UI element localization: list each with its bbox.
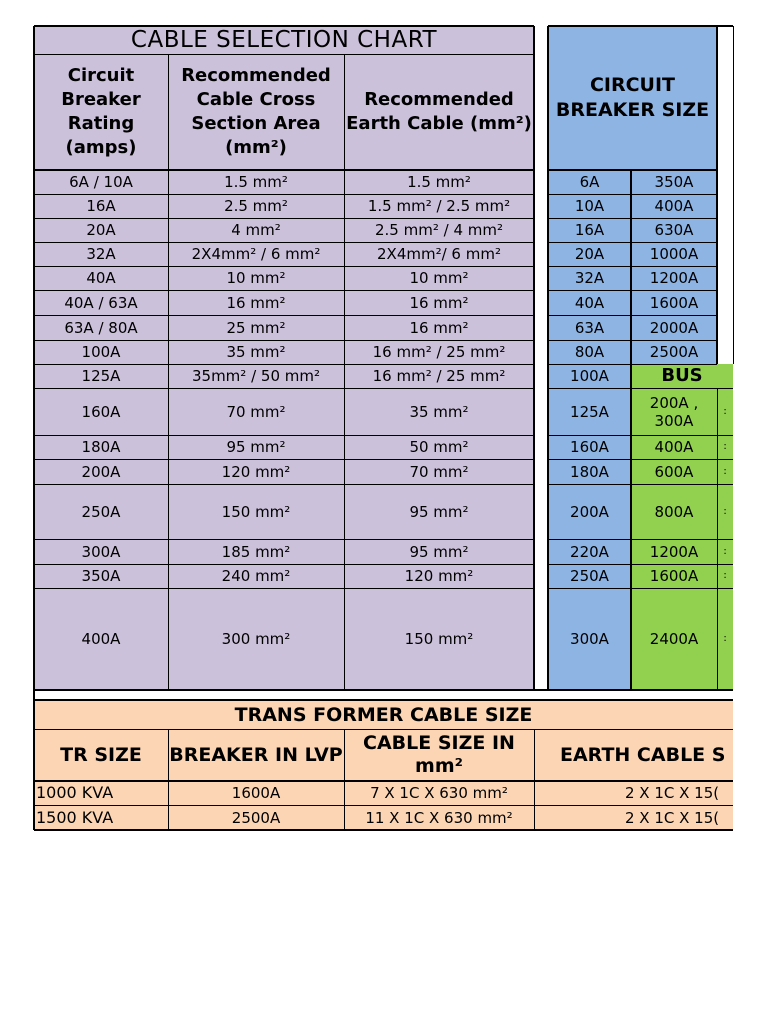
tr-breaker-cell: 1600A bbox=[231, 784, 281, 802]
breaker-size-cell: 1600A bbox=[649, 293, 699, 312]
grid-line bbox=[534, 729, 535, 830]
table-cell: 150 mm² bbox=[404, 630, 474, 648]
grid-line bbox=[34, 364, 534, 365]
table-cell: 35 mm² bbox=[226, 343, 286, 361]
grid-line bbox=[548, 459, 733, 460]
table-border bbox=[34, 25, 534, 27]
bus-cell: 2400A bbox=[649, 630, 699, 648]
header-earth-cable: Recommended Earth Cable (mm²) bbox=[346, 89, 532, 134]
table-cell: 16 mm² bbox=[409, 318, 469, 337]
breaker-size-cell: 32A bbox=[574, 269, 605, 287]
tr-cable-cell: 11 X 1C X 630 mm² bbox=[365, 808, 513, 827]
table-cell: 35 mm² bbox=[409, 402, 469, 421]
breaker-size-cell: 1000A bbox=[649, 245, 699, 263]
bus-extra-cell: : bbox=[723, 405, 727, 417]
table-cell: 200A bbox=[81, 462, 121, 481]
tr-cable-cell: 7 X 1C X 630 mm² bbox=[370, 784, 508, 802]
header-circuit-breaker-size: CIRCUIT BREAKER SIZE bbox=[555, 74, 710, 121]
header-cable-cross-section: Recommended Cable Cross Section Area (mm²) bbox=[181, 65, 331, 158]
table-cell: 160A bbox=[81, 402, 121, 421]
table-cell: 95 mm² bbox=[409, 502, 469, 521]
breaker-size-cell: 300A bbox=[570, 630, 609, 648]
bus-cell: 1200A bbox=[649, 542, 699, 561]
grid-line bbox=[34, 169, 534, 171]
table-border bbox=[716, 26, 718, 364]
table-cell: 180A bbox=[81, 438, 121, 456]
table-cell: 20A bbox=[86, 221, 116, 239]
table-border bbox=[533, 26, 535, 690]
table-cell: 1.5 mm² bbox=[224, 173, 288, 191]
breaker-size-cell: 160A bbox=[570, 438, 609, 456]
grid-line bbox=[630, 170, 632, 690]
table-cell: 16 mm² bbox=[226, 293, 286, 312]
table-cell: 95 mm² bbox=[409, 542, 469, 561]
bus-header: BUS bbox=[661, 365, 703, 386]
grid-line bbox=[548, 340, 717, 341]
grid-line bbox=[548, 315, 717, 316]
table-cell: 40A / 63A bbox=[64, 293, 138, 312]
grid-line bbox=[34, 54, 534, 55]
breaker-size-cell: 350A bbox=[654, 173, 694, 191]
breaker-size-cell: 16A bbox=[574, 221, 605, 239]
grid-line bbox=[344, 54, 345, 690]
grid-line bbox=[34, 435, 534, 436]
breaker-size-cell: 220A bbox=[570, 542, 609, 561]
table-border bbox=[548, 25, 733, 27]
table-cell: 2.5 mm² bbox=[224, 197, 288, 215]
breaker-size-cell: 630A bbox=[654, 221, 694, 239]
bus-cell: 400A bbox=[654, 438, 694, 456]
breaker-size-cell: 125A bbox=[570, 402, 609, 421]
grid-line bbox=[548, 169, 717, 171]
breaker-size-cell: 200A bbox=[570, 502, 609, 521]
grid-line bbox=[34, 340, 534, 341]
bus-cell: 600A bbox=[654, 462, 694, 481]
grid-line bbox=[548, 194, 717, 195]
table-cell: 70 mm² bbox=[226, 402, 286, 421]
breaker-size-cell: 20A bbox=[574, 245, 605, 263]
grid-line bbox=[34, 539, 534, 540]
tr-size-cell: 1500 KVA bbox=[36, 807, 114, 827]
bus-extra-cell: : bbox=[723, 633, 727, 644]
grid-line bbox=[717, 388, 718, 690]
breaker-size-cell: 180A bbox=[570, 462, 609, 481]
tr-earth-cell: 2 X 1C X 15( bbox=[625, 808, 720, 827]
bus-extra-cell: : bbox=[723, 570, 727, 581]
grid-line bbox=[168, 54, 169, 690]
table-border bbox=[33, 690, 35, 830]
grid-line bbox=[34, 729, 733, 730]
table-cell: 150 mm² bbox=[221, 502, 291, 521]
breaker-size-cell: 63A bbox=[574, 318, 605, 337]
table-cell: 350A bbox=[81, 567, 121, 585]
table-cell: 400A bbox=[81, 630, 121, 648]
table-border bbox=[33, 26, 35, 690]
breaker-size-cell: 80A bbox=[574, 343, 605, 361]
table-cell: 185 mm² bbox=[221, 542, 291, 561]
grid-line bbox=[548, 266, 717, 267]
header-earth-cable-size: EARTH CABLE S bbox=[560, 744, 726, 766]
table-cell: 6A / 10A bbox=[69, 173, 133, 191]
breaker-size-cell: 100A bbox=[570, 367, 609, 385]
chart-title: CABLE SELECTION CHART bbox=[130, 27, 438, 53]
table-border bbox=[547, 26, 549, 690]
header-breaker-rating: Circuit Breaker Rating (amps) bbox=[61, 65, 141, 158]
table-cell: 4 mm² bbox=[231, 221, 281, 239]
bus-extra-cell: : bbox=[723, 465, 727, 477]
transformer-title: TRANS FORMER CABLE SIZE bbox=[234, 703, 533, 726]
header-tr-size: TR SIZE bbox=[60, 744, 142, 766]
table-cell: 70 mm² bbox=[409, 462, 469, 481]
table-cell: 35mm² / 50 mm² bbox=[191, 367, 320, 385]
table-cell: 100A bbox=[81, 343, 121, 361]
table-cell: 120 mm² bbox=[404, 567, 474, 585]
grid-line bbox=[548, 242, 717, 243]
bus-extra-cell: : bbox=[723, 441, 727, 452]
grid-line bbox=[34, 805, 733, 806]
breaker-size-cell: 1200A bbox=[649, 269, 699, 287]
table-cell: 2X4mm²/ 6 mm² bbox=[377, 245, 501, 263]
grid-line bbox=[548, 364, 717, 365]
table-cell: 120 mm² bbox=[221, 462, 291, 481]
bus-cell: 200A , 300A bbox=[649, 393, 699, 430]
grid-line bbox=[344, 729, 345, 830]
grid-line bbox=[34, 290, 534, 291]
bus-cell: 1600A bbox=[649, 567, 699, 585]
table-cell: 10 mm² bbox=[409, 269, 469, 287]
header-breaker-lvp: BREAKER IN LVP bbox=[169, 743, 343, 766]
breaker-size-cell: 40A bbox=[574, 293, 605, 312]
table-cell: 125A bbox=[81, 367, 121, 385]
table-cell: 240 mm² bbox=[221, 567, 291, 585]
grid-line bbox=[548, 539, 733, 540]
grid-line bbox=[548, 388, 733, 389]
grid-line bbox=[34, 780, 733, 782]
grid-line bbox=[34, 459, 534, 460]
grid-line bbox=[548, 435, 733, 436]
table-cell: 1.5 mm² bbox=[407, 173, 471, 191]
breaker-size-cell: 2500A bbox=[649, 343, 699, 361]
bus-cell: 800A bbox=[654, 502, 694, 521]
table-cell: 16A bbox=[86, 197, 116, 215]
breaker-size-cell: 10A bbox=[574, 197, 605, 215]
table-border bbox=[733, 26, 734, 364]
tr-breaker-cell: 2500A bbox=[231, 808, 281, 827]
grid-line bbox=[34, 218, 534, 219]
table-border bbox=[34, 829, 733, 831]
grid-line bbox=[34, 564, 534, 565]
breaker-size-cell: 250A bbox=[570, 567, 609, 585]
grid-line bbox=[34, 588, 534, 589]
bus-extra-cell: : bbox=[723, 505, 727, 517]
table-cell: 10 mm² bbox=[226, 269, 286, 287]
tr-size-cell: 1000 KVA bbox=[36, 783, 114, 802]
grid-line bbox=[34, 388, 534, 389]
tr-earth-cell: 2 X 1C X 15( bbox=[625, 784, 720, 802]
grid-line bbox=[34, 689, 733, 691]
grid-line bbox=[34, 315, 534, 316]
grid-line bbox=[548, 564, 733, 565]
grid-line bbox=[548, 218, 717, 219]
grid-line bbox=[548, 484, 733, 485]
grid-line bbox=[34, 484, 534, 485]
grid-line bbox=[34, 194, 534, 195]
table-cell: 2.5 mm² / 4 mm² bbox=[375, 221, 503, 239]
table-cell: 63A / 80A bbox=[64, 318, 138, 337]
grid-line bbox=[548, 290, 717, 291]
table-cell: 1.5 mm² / 2.5 mm² bbox=[367, 197, 511, 215]
table-cell: 95 mm² bbox=[226, 438, 286, 456]
breaker-size-cell: 400A bbox=[654, 197, 694, 215]
breaker-size-cell: 6A bbox=[579, 173, 600, 191]
grid-line bbox=[168, 729, 169, 830]
grid-line bbox=[34, 266, 534, 267]
grid-line bbox=[548, 588, 733, 589]
table-border bbox=[34, 699, 733, 701]
table-cell: 50 mm² bbox=[409, 438, 469, 456]
table-cell: 300 mm² bbox=[221, 630, 291, 648]
grid-line bbox=[34, 242, 534, 243]
table-cell: 300A bbox=[81, 542, 121, 561]
table-cell: 250A bbox=[81, 502, 121, 521]
bus-extra-cell: : bbox=[723, 545, 727, 557]
table-cell: 32A bbox=[86, 245, 116, 263]
table-cell: 16 mm² bbox=[409, 293, 469, 312]
table-cell: 40A bbox=[86, 269, 116, 287]
table-cell: 16 mm² / 25 mm² bbox=[372, 343, 506, 361]
table-cell: 2X4mm² / 6 mm² bbox=[191, 245, 321, 263]
breaker-size-cell: 2000A bbox=[649, 318, 699, 337]
header-cable-size: CABLE SIZE IN mm² bbox=[363, 732, 515, 777]
table-cell: 25 mm² bbox=[226, 318, 286, 337]
table-cell: 16 mm² / 25 mm² bbox=[372, 367, 506, 385]
